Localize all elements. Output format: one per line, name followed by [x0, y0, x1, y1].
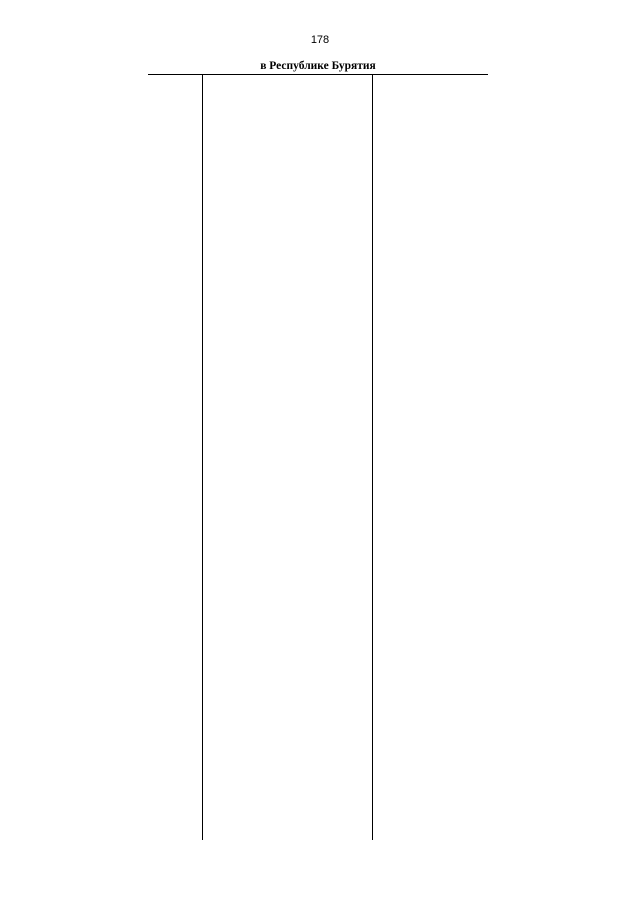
table-top-rule	[148, 74, 488, 75]
column-divider	[372, 74, 373, 840]
table-region	[148, 74, 488, 840]
column-divider	[202, 74, 203, 840]
table-heading: в Республике Бурятия	[260, 60, 376, 72]
page-number: 178	[310, 34, 330, 46]
